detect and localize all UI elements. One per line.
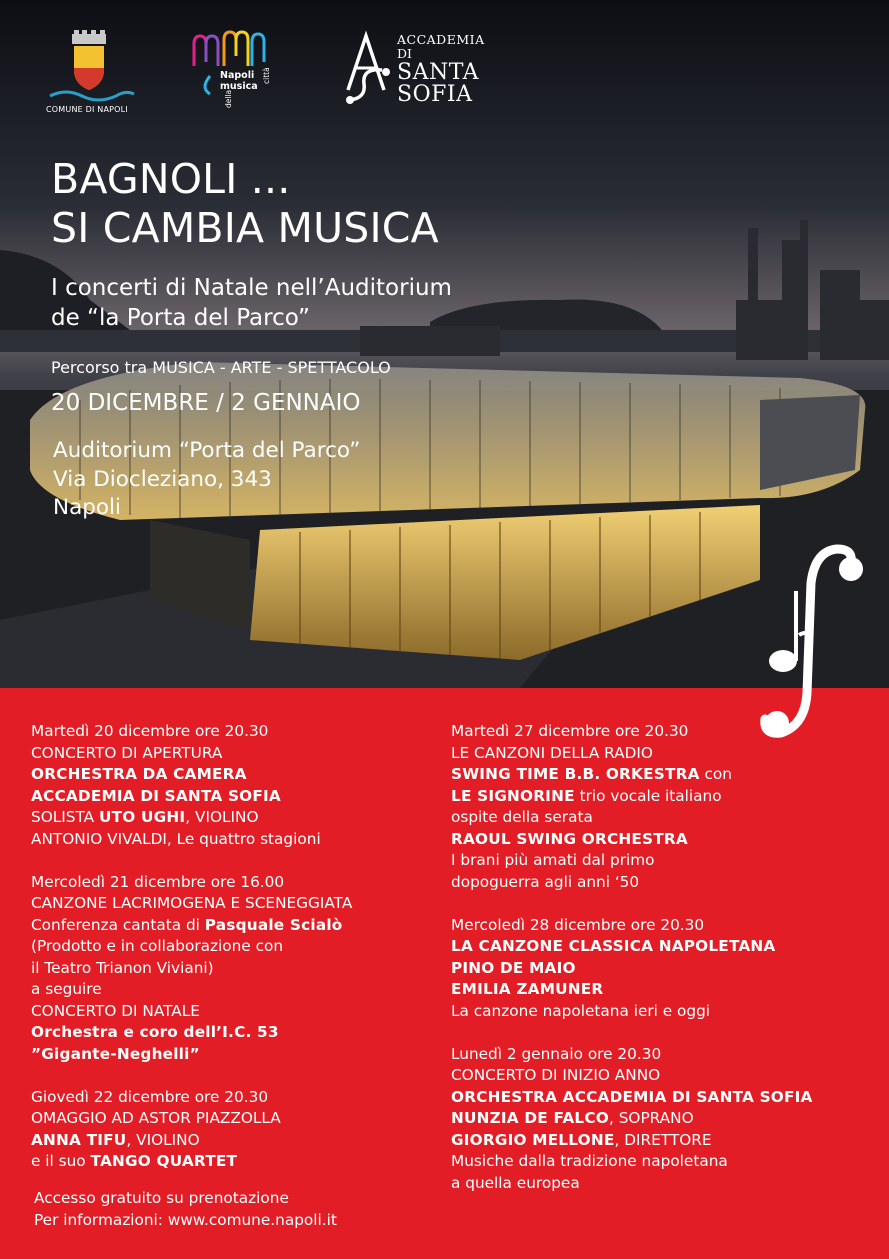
santa-line1: ACCADEMIA <box>397 32 485 47</box>
event-detail-line <box>451 872 881 894</box>
event-text: , VIOLINO <box>126 1130 200 1149</box>
performer-name: ORCHESTRA DA CAMERA <box>31 765 247 783</box>
event-detail-line <box>451 1151 881 1173</box>
event-text: a seguire <box>31 980 102 998</box>
event-detail-line <box>451 1173 881 1195</box>
poster-title <box>51 155 439 253</box>
footer-info <box>34 1187 337 1231</box>
performer-name: UTO UGHI <box>98 808 186 826</box>
event-text: CONCERTO DI INIZIO ANNO <box>451 1066 661 1084</box>
event-text: CONCERTO DI APERTURA <box>31 743 223 762</box>
performer-name: EMILIA ZAMUNER <box>451 980 604 998</box>
event-detail-line <box>31 764 451 786</box>
accademia-santa-sofia-logo <box>342 30 485 110</box>
event-text: Mercoledì 28 dicembre ore 20.30 <box>451 915 705 934</box>
subtitle-line-2: de “la Porta del Parco” <box>51 305 310 331</box>
coat-of-arms-icon <box>46 30 138 106</box>
event-text: Martedì 27 dicembre ore 20.30 <box>451 722 689 740</box>
title-line-2: SI CAMBIA MUSICA <box>51 204 439 252</box>
event-text: dopoguerra agli anni ‘50 <box>451 872 640 891</box>
footer-info-link: Per informazioni: www.comune.napoli.it <box>34 1211 337 1229</box>
performer-name: NUNZIA DE FALCO <box>451 1109 609 1127</box>
performer-name: ANNA TIFU <box>31 1130 127 1149</box>
citta-line2: musica <box>220 81 258 92</box>
event-text: Lunedì 2 gennaio ore 20.30 <box>451 1044 662 1063</box>
event-detail-line <box>451 743 881 765</box>
event-text: CONCERTO DI NATALE <box>31 1001 200 1020</box>
performer-name: ACCADEMIA DI SANTA SOFIA <box>31 786 281 805</box>
event-text: , SOPRANO <box>608 1109 694 1127</box>
event-detail-line <box>31 1001 451 1023</box>
concert-event <box>451 721 881 893</box>
performer-name: GIORGIO MELLONE <box>451 1130 615 1149</box>
event-detail-line <box>451 936 881 958</box>
event-text: Giovedì 22 dicembre ore 20.30 <box>31 1087 269 1106</box>
citta-vertical-2: della <box>224 89 233 108</box>
event-detail-line <box>31 1022 451 1044</box>
event-date-line <box>31 1087 451 1109</box>
event-date-line <box>451 1044 881 1066</box>
comune-napoli-caption: COMUNE DI NAPOLI <box>46 105 128 114</box>
venue-line-3: Napoli <box>53 495 122 520</box>
concert-event <box>31 1087 451 1173</box>
event-detail-line <box>451 1108 881 1130</box>
event-detail-line <box>31 829 451 851</box>
performer-name: LE SIGNORINE <box>451 786 575 805</box>
event-date-line <box>451 721 881 743</box>
event-text: ANTONIO VIVALDI, Le quattro stagioni <box>31 829 321 848</box>
performer-name: PINO DE MAIO <box>451 958 576 977</box>
as-monogram-icon <box>342 30 394 106</box>
event-text: e il suo <box>31 1152 91 1170</box>
program-right-column <box>451 721 881 1216</box>
event-text: I brani più amati dal primo <box>451 851 655 869</box>
santa-line2: DI <box>397 46 412 61</box>
program-left-column <box>31 721 451 1194</box>
event-detail-line <box>451 1065 881 1087</box>
performer-name: LA CANZONE CLASSICA NAPOLETANA <box>451 937 776 955</box>
event-text: OMAGGIO AD ASTOR PIAZZOLLA <box>31 1109 281 1127</box>
event-text: a quella europea <box>451 1173 580 1192</box>
performer-name: ORCHESTRA ACCADEMIA DI SANTA SOFIA <box>451 1087 813 1106</box>
event-detail-line <box>31 1044 451 1066</box>
event-text: SOLISTA <box>31 808 99 826</box>
event-detail-line <box>31 979 451 1001</box>
subtitle-line-1: I concerti di Natale nell’Auditorium <box>51 275 452 301</box>
event-detail-line <box>451 979 881 1001</box>
event-detail-line <box>451 850 881 872</box>
event-detail-line <box>31 1151 451 1173</box>
performer-name: ”Gigante-Neghelli” <box>31 1044 200 1063</box>
event-detail-line <box>451 1087 881 1109</box>
event-detail-line <box>31 936 451 958</box>
venue-line-2: Via Diocleziano, 343 <box>53 466 272 492</box>
napoli-citta-della-musica-logo <box>190 26 282 110</box>
concert-event <box>451 915 881 1023</box>
poster-subtitle <box>51 273 452 333</box>
concert-event <box>451 1044 881 1195</box>
path-tagline: Percorso tra MUSICA - ARTE - SPETTACOLO <box>51 358 391 377</box>
citta-vertical-1: città <box>262 67 271 84</box>
event-text: Conferenza cantata di <box>31 915 205 934</box>
f-hole-note-icon <box>755 543 869 743</box>
event-detail-line <box>31 893 451 915</box>
event-text: , VIOLINO <box>185 808 259 826</box>
event-text: ospite della serata <box>451 808 593 826</box>
event-detail-line <box>31 786 451 808</box>
performer-name: Pasquale Scialò <box>204 915 343 934</box>
event-text: La canzone napoletana ieri e oggi <box>451 1001 711 1020</box>
event-text: con <box>699 765 732 783</box>
performer-name: RAOUL SWING ORCHESTRA <box>451 829 688 848</box>
concert-event <box>31 872 451 1066</box>
event-detail-line <box>31 915 451 937</box>
event-detail-line <box>451 807 881 829</box>
event-detail-line <box>451 764 881 786</box>
event-detail-line <box>31 807 451 829</box>
footer-access: Accesso gratuito su prenotazione <box>34 1189 289 1207</box>
performer-name: Orchestra e coro dell’I.C. 53 <box>31 1023 279 1041</box>
citta-line1: Napoli <box>220 70 255 81</box>
event-detail-line <box>31 958 451 980</box>
venue-address <box>53 437 360 523</box>
event-text: Martedì 20 dicembre ore 20.30 <box>31 722 269 740</box>
performer-name: SWING TIME B.B. ORKESTRA <box>451 765 700 783</box>
event-detail-line <box>451 786 881 808</box>
event-detail-line <box>451 1001 881 1023</box>
event-text: , DIRETTORE <box>614 1130 712 1149</box>
santa-line3: SANTA <box>397 60 480 85</box>
event-text: LE CANZONI DELLA RADIO <box>451 743 653 762</box>
comune-napoli-logo <box>46 30 138 120</box>
event-detail-line <box>451 1130 881 1152</box>
venue-line-1: Auditorium “Porta del Parco” <box>53 438 361 463</box>
title-line-1: BAGNOLI ... <box>51 155 291 203</box>
event-detail-line <box>451 958 881 980</box>
event-date-line <box>451 915 881 937</box>
event-detail-line <box>31 1130 451 1152</box>
event-date-line <box>31 721 451 743</box>
concert-event <box>31 721 451 850</box>
date-range: 20 DICEMBRE / 2 GENNAIO <box>51 390 361 416</box>
performer-name: TANGO QUARTET <box>90 1152 238 1170</box>
santa-line4: SOFIA <box>397 82 473 107</box>
event-text: CANZONE LACRIMOGENA E SCENEGGIATA <box>31 894 353 912</box>
event-text: Mercoledì 21 dicembre ore 16.00 <box>31 872 285 891</box>
event-detail-line <box>31 1108 451 1130</box>
event-text: trio vocale italiano <box>574 786 722 805</box>
event-detail-line <box>31 743 451 765</box>
event-detail-line <box>451 829 881 851</box>
event-text: il Teatro Trianon Viviani) <box>31 958 214 977</box>
event-text: Musiche dalla tradizione napoletana <box>451 1152 728 1170</box>
event-date-line <box>31 872 451 894</box>
event-text: (Prodotto e in collaborazione con <box>31 937 284 955</box>
